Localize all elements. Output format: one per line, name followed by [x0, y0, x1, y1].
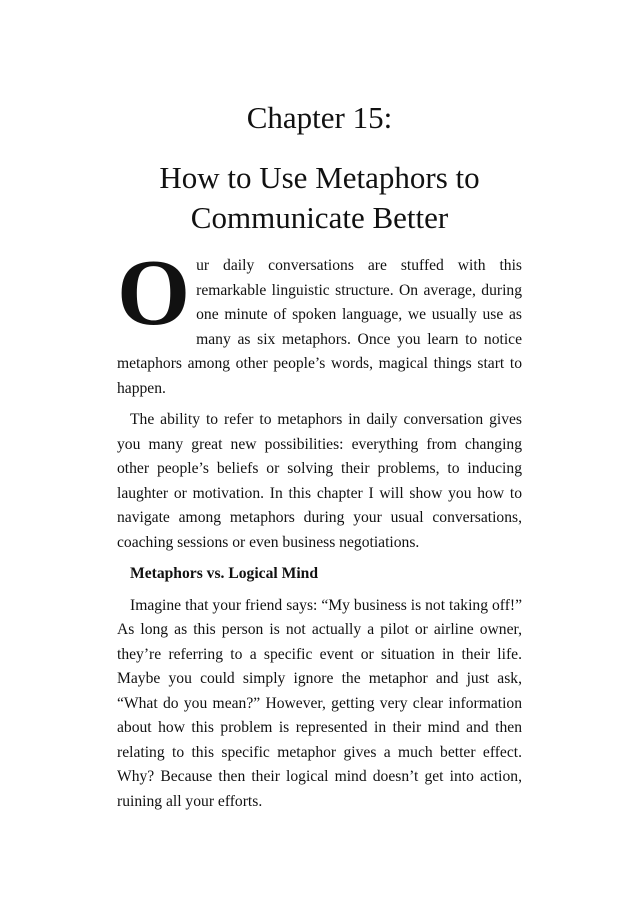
section-heading: Metaphors vs. Logical Mind [130, 565, 318, 582]
paragraph-logical-mind: Imagine that your friend says: “My business is not taking off!” As long as this person is not actually a pilot or airline owner, they’re referring to a specific event or situation in their life. Maybe you could simply ignore the metaphor and just ask, “What do you mean?” However, getting very clear information about how this problem is represented in their mind and then relating to this specific metaphor gives a much better effect. Why? Because then their logical mind doesn’t get into action, ruining all your efforts. [117, 596, 522, 810]
paragraph-possibilities: The ability to refer to metaphors in daily conversation gives you many great new possibilities: everything from changing other people’s beliefs or solving their problems, to inducing laughter or motivation. In this chapter I will show you how to navigate among metaphors during your usual conversations, coaching sessions or even business negotiations. [117, 411, 522, 551]
chapter-body [117, 241, 522, 821]
drop-cap: O [117, 241, 191, 345]
paragraph-intro-text: ur daily conversations are stuffed with this remarkable linguistic structure. On average, during one minute of spoken language, we usually use as many as six metaphors. Once you learn to notice metaphors among other people’s words, magical things start to happen. [117, 257, 522, 397]
chapter-number: Chapter 15: [246, 100, 393, 135]
chapter-title [117, 158, 522, 238]
paragraph-intro [117, 241, 522, 401]
chapter-title-line-2: Communicate Better [190, 200, 449, 235]
chapter-title-line-1: How to Use Metaphors to [159, 160, 480, 195]
